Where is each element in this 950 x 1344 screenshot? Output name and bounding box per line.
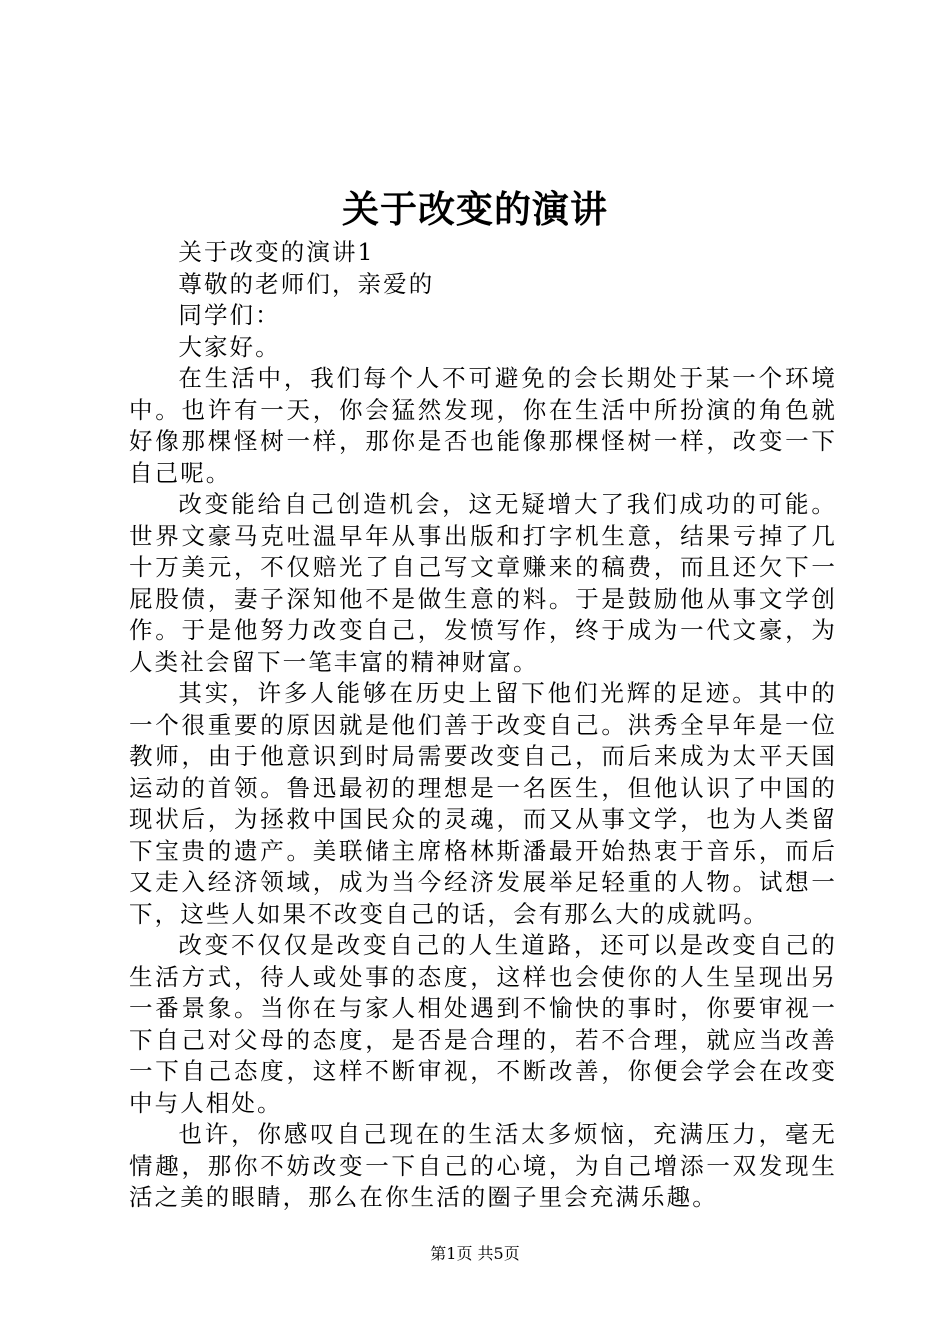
paragraph-greeting: 大家好。 xyxy=(178,332,281,361)
paragraph: 改变不仅仅是改变自己的人生道路，还可以是改变自己的生活方式，待人或处事的态度，这样也会使你的人生呈现出另一番景象。当你在与家人相处遇到不愉快的事时，你要审视一下自己对父母的态度，是否是合理的，若不合理，就应当改善一下自己态度，这样不断审视，不断改善，你便会学会在改变中与人相处。 xyxy=(129,931,837,1117)
page-footer: 第1页 共5页 xyxy=(430,1244,520,1263)
paragraph-salutation-continued: 同学们： xyxy=(178,301,281,329)
paragraph: 也许，你感叹自己现在的生活太多烦恼，充满压力，毫无情趣，那你不妨改变一下自己的心境，为自己增添一双发现生活之美的眼睛，那么在你生活的圈子里会充满乐趣。 xyxy=(129,1120,837,1211)
document-body xyxy=(129,237,837,1214)
paragraph: 其实，许多人能够在历史上留下他们光辉的足迹。其中的一个很重要的原因就是他们善于改变自己。洪秀全早年是一位教师，由于他意识到时局需要改变自己，而后来成为太平天国运动的首领。鲁迅最初的理想是一名医生，但他认识了中国的现状后，为拯救中国民众的灵魂，而又从事文学，也为人类留下宝贵的遗产。美联储主席格林斯潘最开始热衷于音乐，而后又走入经济领域，成为当今经济发展举足轻重的人物。试想一下，这些人如果不改变自己的话，会有那么大的成就吗。 xyxy=(129,679,837,928)
paragraph-salutation: 尊敬的老师们，亲爱的 xyxy=(178,269,435,298)
paragraph: 在生活中，我们每个人不可避免的会长期处于某一个环境中。也许有一天，你会猛然发现，你在生活中所扮演的角色就好像那棵怪树一样，那你是否也能像那棵怪树一样，改变一下自己呢。 xyxy=(129,364,837,487)
paragraph: 改变能给自己创造机会，这无疑增大了我们成功的可能。世界文豪马克吐温早年从事出版和打字机生意，结果亏掉了几十万美元，不仅赔光了自己写文章赚来的稿费，而且还欠下一屁股债，妻子深知他不是做生意的料。于是鼓励他从事文学创作。于是他努力改变自己，发愤写作，终于成为一代文豪，为人类社会留下一笔丰富的精神财富。 xyxy=(129,490,837,676)
document-title: 关于改变的演讲 xyxy=(342,187,608,231)
paragraph-heading: 关于改变的演讲1 xyxy=(178,238,375,266)
